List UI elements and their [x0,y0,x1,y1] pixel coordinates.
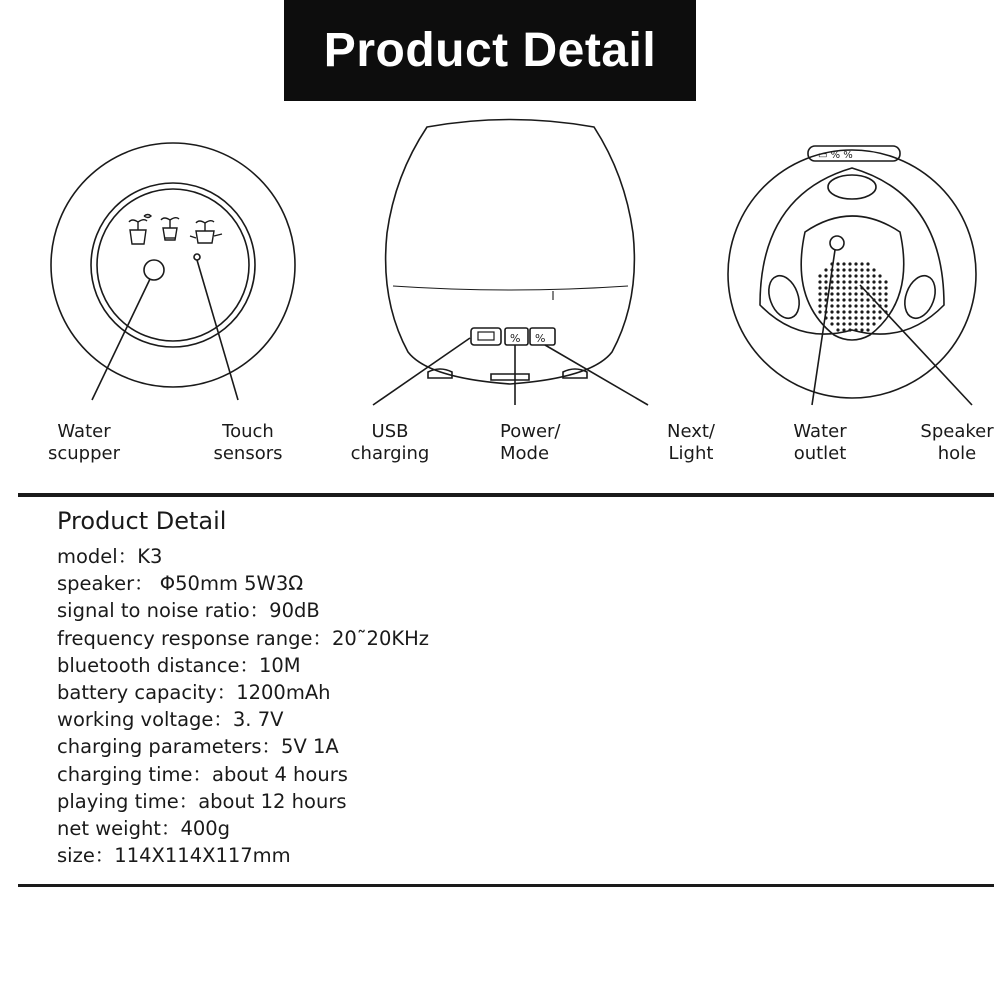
grille-dot [842,292,845,295]
grille-dot [854,274,857,277]
plant-icon [190,221,222,243]
grille-dot [860,298,863,301]
grille-dot [848,316,851,319]
grille-dot [836,322,839,325]
grille-dot [842,310,845,313]
grille-dot [830,304,833,307]
grille-dot [836,268,839,271]
spec-line: playing time：about 12 hours [57,789,347,813]
grille-dot [866,310,869,313]
grille-dot [848,262,851,265]
spec-line: charging parameters：5V 1A [57,735,339,759]
grille-dot [836,292,839,295]
usb-charging-icon [471,328,501,345]
label-speaker-hole [914,421,1000,465]
grille-dot [818,292,821,295]
side-view [373,120,648,406]
grille-dot [848,304,851,307]
grille-dot [878,310,881,313]
grille-dot [842,322,845,325]
grille-dot [878,298,881,301]
spec-line: model：K3 [57,545,163,568]
grille-dot [830,286,833,289]
grille-dot [830,298,833,301]
grille-dot [866,328,869,331]
grille-dot [860,316,863,319]
grille-dot [854,310,857,313]
grille-dot [848,286,851,289]
grille-dot [866,322,869,325]
spec-line: net weight：400g [57,816,231,840]
spec-line: size：114X114X117mm [57,844,291,868]
grille-dot [830,322,833,325]
label-water-scupper-text: Water scupper [47,421,120,464]
grille-dot [854,268,857,271]
grille-dot [836,304,839,307]
grille-dot [866,286,869,289]
label-usb-charging [340,421,440,465]
grille-dot [836,310,839,313]
grille-dot [818,286,821,289]
grille-dot [824,268,827,271]
grille-dot [860,328,863,331]
grille-dot [860,280,863,283]
divider-top [18,493,994,497]
grille-dot [884,286,887,289]
grille-dot [836,316,839,319]
grille-dot [854,280,857,283]
grille-dot [854,262,857,265]
grille-dot [836,262,839,265]
svg-text:%: % [510,332,521,345]
grille-dot [848,292,851,295]
product-diagram [0,100,1000,420]
title-banner [284,0,696,101]
grille-dot [818,274,821,277]
grille-dot [866,304,869,307]
label-speaker-hole-text: Speaker hole [920,421,994,464]
label-touch-sensors-text: Touch sensors [213,421,283,464]
grille-dot [848,328,851,331]
grille-dot [848,274,851,277]
grille-dot [830,316,833,319]
grille-dot [836,298,839,301]
label-next-light-text: Next/ Light [667,421,715,464]
label-water-outlet [780,421,860,465]
grille-dot [860,310,863,313]
divider-bottom [18,884,994,887]
grille-dot [854,304,857,307]
grille-dot [872,274,875,277]
grille-dot [860,262,863,265]
grille-dot [884,298,887,301]
grille-dot [878,292,881,295]
grille-dot [884,292,887,295]
spec-line: battery capacity：1200mAh [57,680,331,704]
grille-dot [818,280,821,283]
grille-dot [842,286,845,289]
grille-dot [866,316,869,319]
grille-dot [872,280,875,283]
grille-dot [860,268,863,271]
grille-dot [872,268,875,271]
grille-dot [848,322,851,325]
label-usb-charging-text: USB charging [350,421,430,464]
grille-dot [860,304,863,307]
grille-dot [818,298,821,301]
grille-dot [854,328,857,331]
spec-title: Product Detail [57,507,227,535]
grille-dot [884,280,887,283]
grille-dot [884,304,887,307]
grille-dot [878,280,881,283]
grille-dot [836,280,839,283]
label-water-outlet-text: Water outlet [793,421,847,464]
grille-dot [872,316,875,319]
spec-line: bluetooth distance：10M [57,653,301,677]
grille-dot [824,292,827,295]
grille-dot [836,286,839,289]
grille-dot [818,304,821,307]
plant-icon [129,215,151,245]
grille-dot [824,274,827,277]
grille-dot [824,286,827,289]
grille-dot [830,292,833,295]
label-water-scupper [42,421,126,465]
grille-dot [854,316,857,319]
grille-dot [872,310,875,313]
grille-dot [836,328,839,331]
grille-dot [866,280,869,283]
label-power-mode-text: Power/ Mode [500,421,561,464]
grille-dot [866,298,869,301]
grille-dot [878,316,881,319]
grille-dot [878,286,881,289]
label-next-light [656,421,726,465]
grille-dot [842,304,845,307]
grille-dot [860,292,863,295]
grille-dot [854,298,857,301]
water-scupper-hole [144,260,164,280]
spec-line: working voltage：3. 7V [57,708,284,732]
grille-dot [842,280,845,283]
grille-dot [854,292,857,295]
grille-dot [842,298,845,301]
grille-dot [848,310,851,313]
water-outlet-hole [830,236,844,250]
grille-dot [866,268,869,271]
grille-dot [848,280,851,283]
grille-dot [842,262,845,265]
grille-dot [878,274,881,277]
grille-dot [842,316,845,319]
grille-dot [854,322,857,325]
grille-dot [848,268,851,271]
spec-line: frequency response range：20˜20KHz [57,626,430,650]
grille-dot [860,274,863,277]
grille-dot [818,310,821,313]
grille-dot [848,298,851,301]
grille-dot [872,304,875,307]
bottom-view [728,146,976,405]
touch-sensor-dot [194,254,200,260]
grille-dot [836,274,839,277]
grille-dot [866,262,869,265]
svg-text:%: % [535,332,546,345]
spec-line: signal to noise ratio：90dB [57,599,320,623]
grille-dot [860,322,863,325]
grille-dot [872,286,875,289]
grille-dot [854,286,857,289]
grille-dot [824,280,827,283]
grille-dot [872,292,875,295]
grille-dot [872,322,875,325]
label-touch-sensors [200,421,296,465]
banner-title: Product Detail [323,24,657,77]
grille-dot [866,274,869,277]
svg-text:▭ % %: ▭ % % [818,150,853,161]
spec-line: charging time：about 4 hours [57,762,348,786]
grille-dot [842,274,845,277]
grille-dot [842,268,845,271]
label-power-mode [500,421,586,465]
grille-dot [830,310,833,313]
top-view [51,143,295,400]
spec-line: speaker： Φ50mm 5W3Ω [57,572,304,596]
grille-dot [842,328,845,331]
plant-icon [161,218,179,240]
spec-list [57,543,429,869]
